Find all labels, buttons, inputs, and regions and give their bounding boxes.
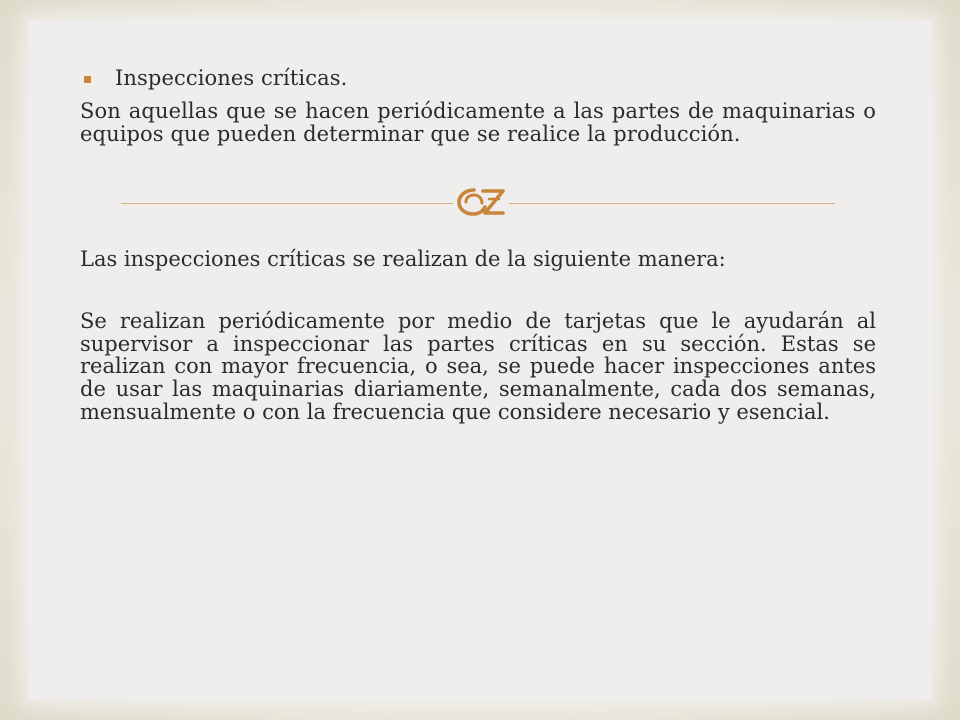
intro-paragraph: Las inspecciones críticas se realizan de la siguiente manera:: [80, 247, 726, 271]
square-bullet-icon: [84, 76, 91, 83]
definition-paragraph: Son aquellas que se hacen periódicamente a las partes de maquinarias o equipos que pueden determinar que se realice la producción.: [80, 99, 876, 146]
slide-content: [80, 62, 876, 145]
bullet-heading: Inspecciones críticas.: [115, 65, 348, 90]
ornament-icon: [453, 184, 509, 220]
detail-paragraph: Se realizan periódicamente por medio de tarjetas que le ayudarán al supervisor a inspeccionar las partes críticas en su sección. Estas se realizan con mayor frecuencia, o sea, se puede hacer inspecciones antes de usar las maquinarias diariamente, semanalmente, cada dos semanas, mensualmente o con la frecuencia que considere necesario y esencial.: [80, 309, 876, 424]
bullet-item: [84, 62, 876, 94]
ornament-glyph: [456, 186, 506, 218]
